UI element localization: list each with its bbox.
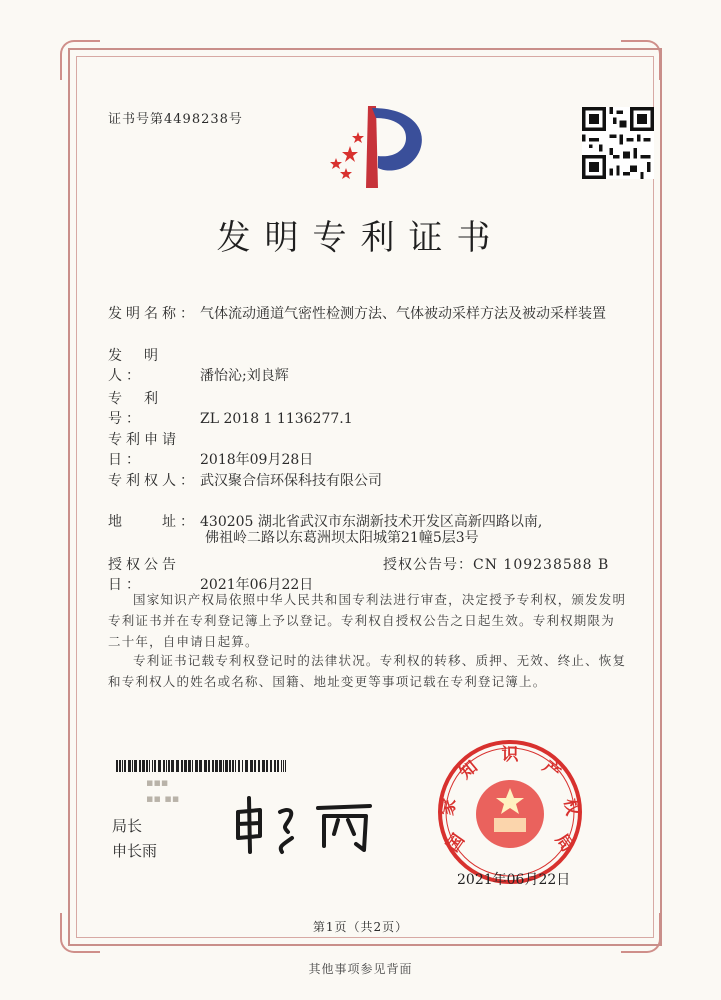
handwritten-signature-icon (230, 790, 380, 860)
field-filing-date (108, 429, 313, 469)
grant-date-value: 2021年06月22日 (200, 577, 314, 593)
svg-text:局: 局 (551, 830, 578, 856)
paragraph-notice: 专利证书记载专利权登记时的法律状况。专利权的转移、质押、无效、终止、恢复和专利权人的姓名或名称、国籍、地址变更等事项记载在专利登记簿上。 (108, 653, 627, 689)
address-line2: 佛祖岭二路以东葛洲坝太阳城第21幢5层3号 (205, 530, 479, 546)
patentee-value: 武汉聚合信环保科技有限公司 (200, 473, 382, 489)
filing-date-value: 2018年09月28日 (200, 452, 314, 468)
svg-text:知: 知 (455, 757, 482, 784)
signatory-title: 局长 (112, 817, 143, 835)
invention-name-value: 气体流动通道气密性检测方法、气体被动采样方法及被动采样装置 (200, 306, 606, 322)
svg-text:产: 产 (538, 757, 565, 784)
document-title: 发明专利证书 (216, 218, 505, 258)
signatory-name: 申长雨 (112, 842, 158, 860)
certificate-number: 证书号第4498238号 (108, 112, 243, 127)
qr-code-icon (582, 107, 654, 179)
field-grant-pub-number (383, 554, 609, 574)
field-label: 授权公告号： (383, 557, 473, 573)
field-grant-date (108, 554, 313, 594)
address-line1: 430205 湖北省武汉市东湖新技术开发区高新四路以南, (200, 514, 543, 530)
svg-text:识: 识 (501, 745, 519, 765)
field-label: 专 利 号： (108, 391, 180, 427)
paragraph-statement: 国家知识产权局依照中华人民共和国专利法进行审查，决定授予专利权，颁发发明专利证书并在专利登记簿上予以登记。专利权自授权公告之日起生效。专利权期限为二十年，自申请日起算。 (108, 592, 627, 649)
field-label: 发 明 人： (108, 348, 180, 384)
field-label: 专利申请日： (108, 432, 180, 468)
cnipa-logo-icon (320, 98, 430, 193)
patent-number-value: ZL 2018 1 1136277.1 (200, 411, 353, 427)
field-label: 专利权人： (108, 473, 198, 489)
field-label: 发明名称： (108, 306, 198, 322)
footer-note: 其他事项参见背面 (308, 962, 413, 976)
barcode-icon (116, 760, 288, 772)
inventors-value: 潘怡沁;刘良辉 (200, 368, 289, 384)
official-seal-icon (436, 738, 584, 886)
field-inventors (108, 345, 289, 385)
field-patentee (108, 470, 382, 490)
seal-date: 2021年06月22日 (457, 872, 571, 888)
svg-text:国: 国 (442, 830, 469, 856)
svg-text:家: 家 (437, 797, 461, 818)
field-invention-name (108, 303, 606, 323)
faded-mark: ▪▪▪ (146, 776, 169, 789)
field-label: 地 址： (108, 514, 198, 530)
field-label: 授权公告日： (108, 557, 180, 593)
svg-text:权: 权 (559, 797, 583, 818)
grant-pub-number-value: CN 109238588 B (473, 557, 610, 573)
faded-mark: ▪▪ ▪▪ (146, 792, 180, 805)
field-patent-number (108, 388, 353, 428)
page-number: 第1页（共2页） (312, 920, 409, 934)
